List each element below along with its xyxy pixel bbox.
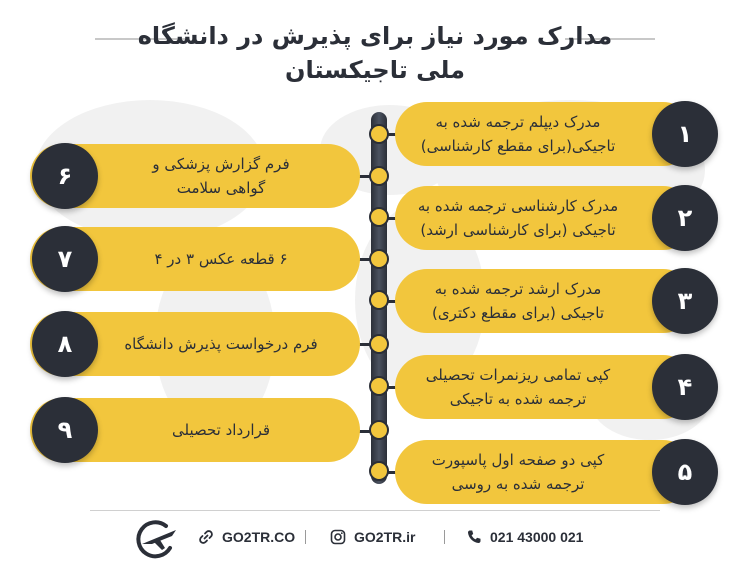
- item-text-line: کپی دو صفحه اول پاسپورت: [431, 451, 605, 469]
- timeline-dot: [369, 461, 389, 481]
- website-link[interactable]: [198, 526, 295, 548]
- instagram-icon: [330, 529, 346, 545]
- requirement-item-4: [395, 355, 695, 419]
- item-number-badge: ۶: [32, 143, 98, 209]
- item-number-badge: ۱: [652, 101, 718, 167]
- item-text-line: فرم گزارش پزشکی و: [152, 155, 290, 173]
- item-number-badge: ۳: [652, 268, 718, 334]
- footer-separator: [444, 530, 445, 544]
- item-number-badge: ۹: [32, 397, 98, 463]
- instagram-link[interactable]: [330, 526, 415, 548]
- item-text-line: مدرک کارشناسی ترجمه شده به: [417, 197, 619, 215]
- timeline-dot: [369, 290, 389, 310]
- timeline-dot: [369, 376, 389, 396]
- phone-icon: [466, 529, 482, 545]
- item-text-line: تاجیکی (برای کارشناسی ارشد): [420, 221, 616, 239]
- website-text: GO2TR.CO: [222, 529, 296, 545]
- item-number-badge: ۸: [32, 311, 98, 377]
- item-text-line: ترجمه شده به تاجیکی: [449, 390, 587, 408]
- item-text-line: کپی تمامی ریزنمرات تحصیلی: [425, 366, 611, 384]
- item-text-line: مدرک ارشد ترجمه شده به: [434, 280, 602, 298]
- requirement-item-2: [395, 186, 695, 250]
- timeline-dot: [369, 334, 389, 354]
- requirement-item-5: [395, 440, 695, 504]
- timeline-dot: [369, 124, 389, 144]
- instagram-text: GO2TR.ir: [354, 529, 416, 545]
- requirement-item-1: [395, 102, 695, 166]
- item-text-line: گواهی سلامت: [176, 179, 266, 197]
- item-number-badge: ۴: [652, 354, 718, 420]
- phone-text: 021 43000 021: [490, 529, 584, 545]
- title-line-2: ملی تاجیکستان: [284, 56, 466, 84]
- timeline-dot: [369, 207, 389, 227]
- item-text-line: مدرک دیپلم ترجمه شده به: [435, 113, 601, 131]
- item-text-line: قرارداد تحصیلی: [172, 421, 271, 439]
- item-number-badge: ۷: [32, 226, 98, 292]
- airplane-logo-icon: [132, 518, 180, 560]
- title-line-1: مدارک مورد نیاز برای پذیرش در دانشگاه: [137, 22, 613, 50]
- item-text-line: ۶ قطعه عکس ۳ در ۴: [154, 250, 288, 268]
- item-number-badge: ۵: [652, 439, 718, 505]
- item-number-badge: ۲: [652, 185, 718, 251]
- phone-link[interactable]: [466, 526, 583, 548]
- requirement-item-3: [395, 269, 695, 333]
- timeline-dot: [369, 249, 389, 269]
- timeline-dot: [369, 166, 389, 186]
- item-text-line: تاجیکی (برای مقطع دکتری): [432, 304, 604, 322]
- item-text-line: فرم درخواست پذیرش دانشگاه: [124, 335, 318, 353]
- footer-divider: [90, 510, 660, 511]
- timeline-dot: [369, 420, 389, 440]
- item-text-line: ترجمه شده به روسی: [451, 475, 585, 493]
- footer-separator: [305, 530, 306, 544]
- item-text-line: تاجیکی(برای مقطع کارشناسی): [420, 137, 616, 155]
- link-icon: [198, 529, 214, 545]
